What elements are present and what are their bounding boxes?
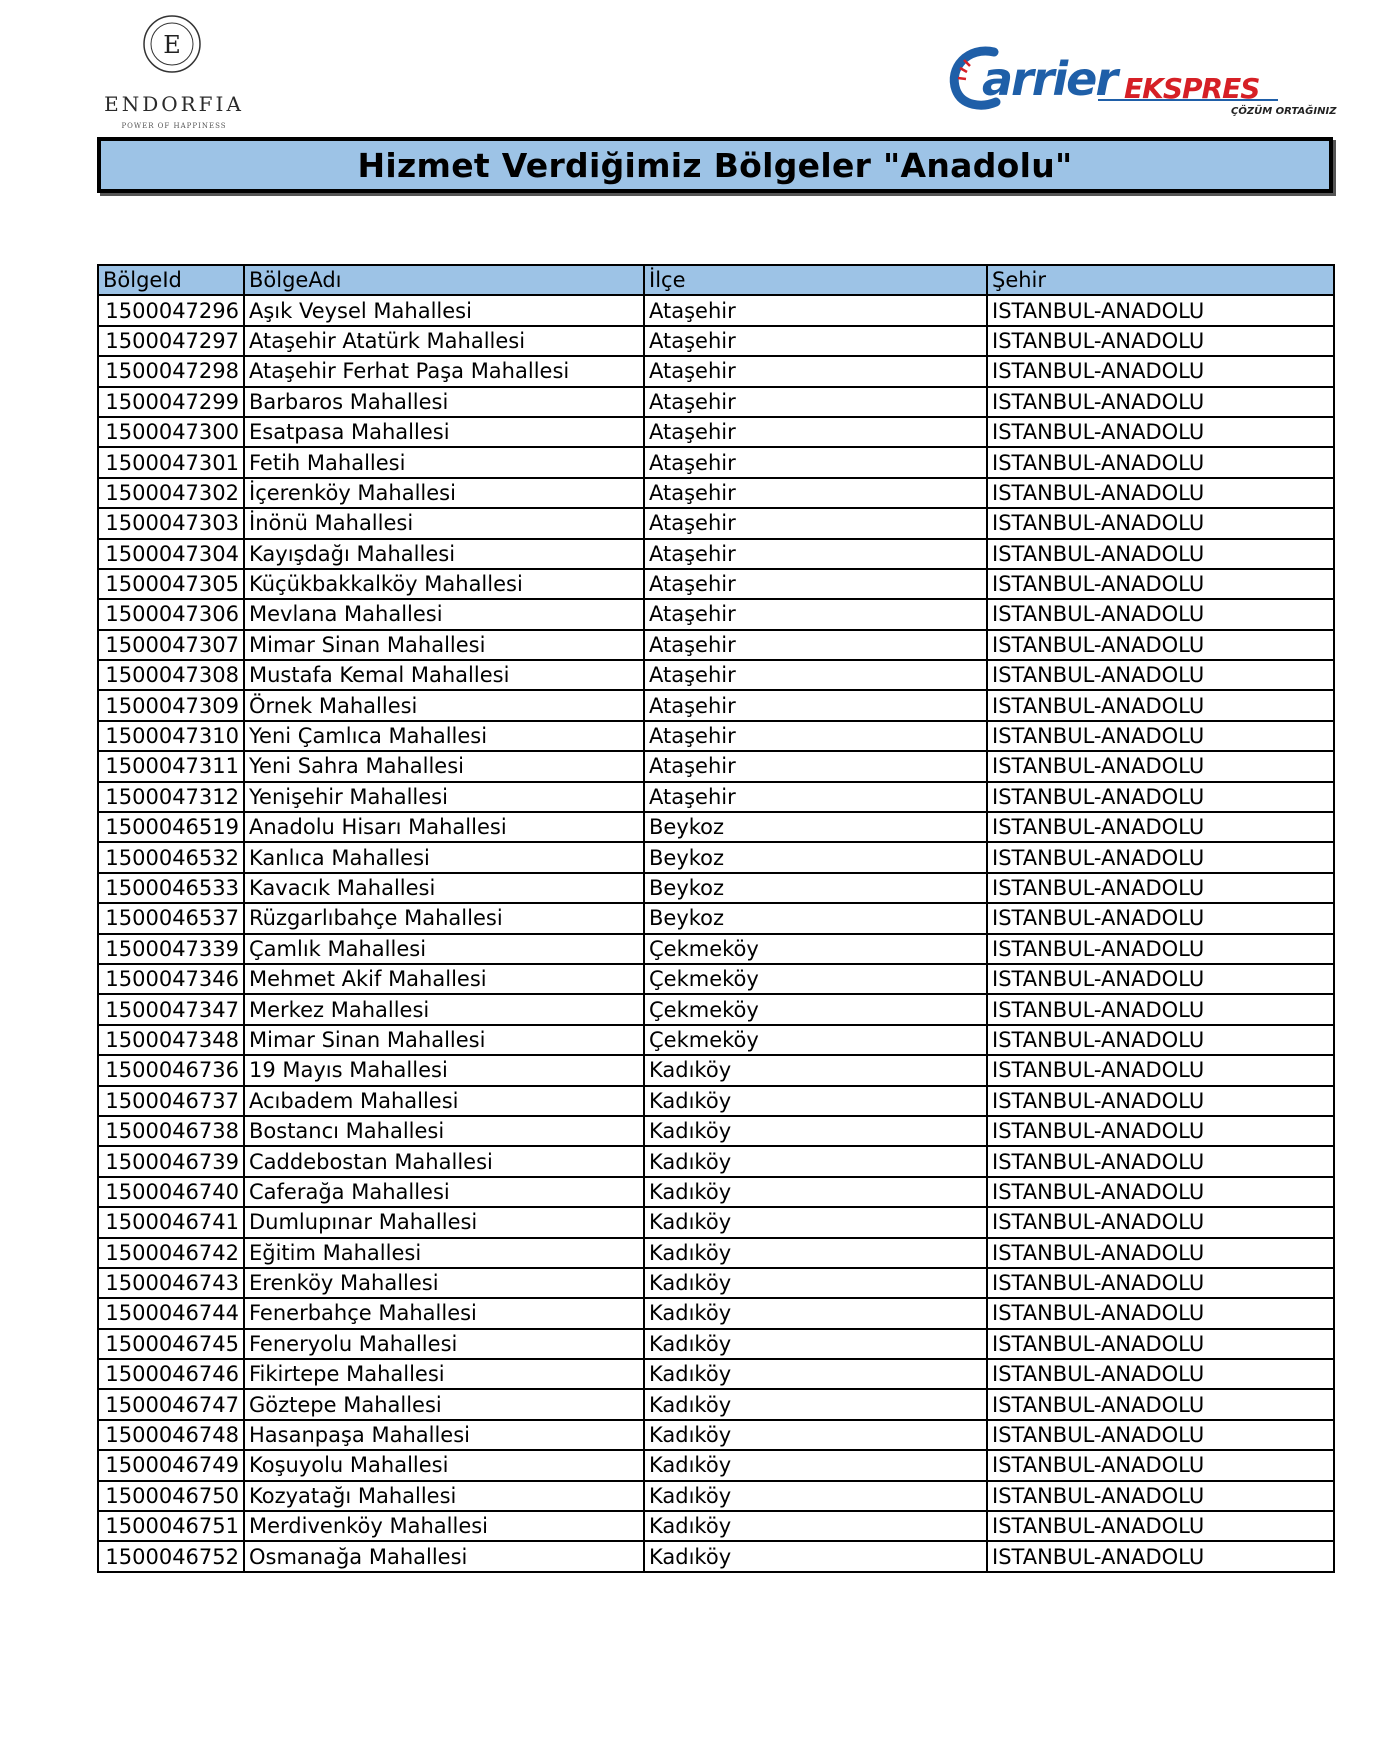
cell-bolgeid: 1500047312 xyxy=(98,782,244,812)
cell-bolgeid: 1500047346 xyxy=(98,964,244,994)
cell-ilce: Çekmeköy xyxy=(644,964,987,994)
column-header-sehir: Şehir xyxy=(987,265,1334,295)
cell-bolgeid: 1500047309 xyxy=(98,690,244,720)
table-row xyxy=(98,326,1334,356)
cell-bolgeid: 1500047302 xyxy=(98,478,244,508)
cell-bolgeid: 1500047310 xyxy=(98,721,244,751)
cell-bolgeadi: Yeni Çamlıca Mahallesi xyxy=(244,721,644,751)
table-row xyxy=(98,1481,1334,1511)
cell-bolgeid: 1500046750 xyxy=(98,1481,244,1511)
cell-bolgeid: 1500047304 xyxy=(98,539,244,569)
table-row xyxy=(98,660,1334,690)
cell-bolgeadi: Koşuyolu Mahallesi xyxy=(244,1450,644,1480)
cell-ilce: Ataşehir xyxy=(644,660,987,690)
cell-bolgeadi: Kavacık Mahallesi xyxy=(244,873,644,903)
cell-bolgeid: 1500046751 xyxy=(98,1511,244,1541)
cell-sehir: ISTANBUL-ANADOLU xyxy=(987,295,1334,325)
cell-sehir: ISTANBUL-ANADOLU xyxy=(987,1268,1334,1298)
cell-bolgeadi: Hasanpaşa Mahallesi xyxy=(244,1420,644,1450)
cell-bolgeadi: Ataşehir Ferhat Paşa Mahallesi xyxy=(244,356,644,386)
cell-bolgeadi: Aşık Veysel Mahallesi xyxy=(244,295,644,325)
cell-ilce: Kadıköy xyxy=(644,1541,987,1571)
cell-ilce: Ataşehir xyxy=(644,721,987,751)
endorfia-seal-icon xyxy=(142,14,202,74)
cell-ilce: Ataşehir xyxy=(644,447,987,477)
cell-bolgeid: 1500046533 xyxy=(98,873,244,903)
cell-sehir: ISTANBUL-ANADOLU xyxy=(987,1511,1334,1541)
table-row xyxy=(98,630,1334,660)
table-row xyxy=(98,1511,1334,1541)
cell-bolgeid: 1500047308 xyxy=(98,660,244,690)
cell-bolgeadi: Rüzgarlıbahçe Mahallesi xyxy=(244,903,644,933)
table-row xyxy=(98,964,1334,994)
cell-sehir: ISTANBUL-ANADOLU xyxy=(987,873,1334,903)
cell-bolgeadi: Küçükbakkalköy Mahallesi xyxy=(244,569,644,599)
cell-ilce: Ataşehir xyxy=(644,751,987,781)
cell-bolgeadi: Fikirtepe Mahallesi xyxy=(244,1359,644,1389)
cell-bolgeadi: Merkez Mahallesi xyxy=(244,994,644,1024)
table-row xyxy=(98,994,1334,1024)
cell-sehir: ISTANBUL-ANADOLU xyxy=(987,1329,1334,1359)
cell-ilce: Çekmeköy xyxy=(644,994,987,1024)
cell-sehir: ISTANBUL-ANADOLU xyxy=(987,1025,1334,1055)
cell-ilce: Kadıköy xyxy=(644,1329,987,1359)
column-header-ilce: İlçe xyxy=(644,265,987,295)
cell-ilce: Kadıköy xyxy=(644,1177,987,1207)
cell-bolgeadi: Acıbadem Mahallesi xyxy=(244,1086,644,1116)
cell-ilce: Kadıköy xyxy=(644,1146,987,1176)
page-title: Hizmet Verdiğimiz Bölgeler "Anadolu" xyxy=(357,145,1073,185)
cell-bolgeid: 1500047299 xyxy=(98,387,244,417)
cell-ilce: Ataşehir xyxy=(644,539,987,569)
cell-bolgeid: 1500047339 xyxy=(98,934,244,964)
cell-bolgeadi: Eğitim Mahallesi xyxy=(244,1238,644,1268)
cell-bolgeadi: Mimar Sinan Mahallesi xyxy=(244,630,644,660)
cell-bolgeid: 1500046749 xyxy=(98,1450,244,1480)
regions-table xyxy=(97,264,1335,1573)
cell-ilce: Kadıköy xyxy=(644,1481,987,1511)
cell-sehir: ISTANBUL-ANADOLU xyxy=(987,630,1334,660)
cell-bolgeid: 1500046737 xyxy=(98,1086,244,1116)
cell-bolgeid: 1500047348 xyxy=(98,1025,244,1055)
table-row xyxy=(98,1268,1334,1298)
cell-bolgeadi: Esatpasa Mahallesi xyxy=(244,417,644,447)
cell-sehir: ISTANBUL-ANADOLU xyxy=(987,326,1334,356)
cell-ilce: Çekmeköy xyxy=(644,934,987,964)
cell-bolgeadi: İçerenköy Mahallesi xyxy=(244,478,644,508)
cell-sehir: ISTANBUL-ANADOLU xyxy=(987,964,1334,994)
cell-ilce: Kadıköy xyxy=(644,1238,987,1268)
table-row xyxy=(98,903,1334,933)
cell-bolgeadi: Kayışdağı Mahallesi xyxy=(244,539,644,569)
endorfia-logo xyxy=(96,12,256,130)
cell-sehir: ISTANBUL-ANADOLU xyxy=(987,751,1334,781)
cell-bolgeid: 1500046739 xyxy=(98,1146,244,1176)
cell-bolgeid: 1500047306 xyxy=(98,599,244,629)
cell-bolgeadi: Fetih Mahallesi xyxy=(244,447,644,477)
cell-bolgeid: 1500047297 xyxy=(98,326,244,356)
cell-sehir: ISTANBUL-ANADOLU xyxy=(987,356,1334,386)
cell-bolgeadi: Fenerbahçe Mahallesi xyxy=(244,1298,644,1328)
cell-bolgeadi: Örnek Mahallesi xyxy=(244,690,644,720)
cell-bolgeid: 1500047307 xyxy=(98,630,244,660)
cell-ilce: Ataşehir xyxy=(644,782,987,812)
table-row xyxy=(98,387,1334,417)
cell-bolgeadi: Anadolu Hisarı Mahallesi xyxy=(244,812,644,842)
table-row xyxy=(98,447,1334,477)
table-row xyxy=(98,1389,1334,1419)
cell-sehir: ISTANBUL-ANADOLU xyxy=(987,478,1334,508)
carrier-tagline: ÇÖZÜM ORTAĞINIZ xyxy=(1231,106,1337,117)
cell-ilce: Beykoz xyxy=(644,903,987,933)
cell-ilce: Kadıköy xyxy=(644,1450,987,1480)
cell-sehir: ISTANBUL-ANADOLU xyxy=(987,782,1334,812)
cell-ilce: Ataşehir xyxy=(644,417,987,447)
cell-ilce: Ataşehir xyxy=(644,630,987,660)
cell-sehir: ISTANBUL-ANADOLU xyxy=(987,903,1334,933)
cell-bolgeid: 1500046519 xyxy=(98,812,244,842)
cell-bolgeid: 1500046736 xyxy=(98,1055,244,1085)
cell-bolgeadi: Ataşehir Atatürk Mahallesi xyxy=(244,326,644,356)
table-body xyxy=(98,295,1334,1571)
cell-bolgeadi: Çamlık Mahallesi xyxy=(244,934,644,964)
cell-bolgeadi: Erenköy Mahallesi xyxy=(244,1268,644,1298)
cell-sehir: ISTANBUL-ANADOLU xyxy=(987,1481,1334,1511)
cell-bolgeid: 1500047300 xyxy=(98,417,244,447)
cell-bolgeadi: Mustafa Kemal Mahallesi xyxy=(244,660,644,690)
cell-bolgeid: 1500046752 xyxy=(98,1541,244,1571)
cell-bolgeid: 1500046746 xyxy=(98,1359,244,1389)
table-row xyxy=(98,478,1334,508)
cell-bolgeid: 1500047311 xyxy=(98,751,244,781)
table-row xyxy=(98,1541,1334,1571)
cell-bolgeid: 1500047303 xyxy=(98,508,244,538)
cell-bolgeadi: Feneryolu Mahallesi xyxy=(244,1329,644,1359)
cell-sehir: ISTANBUL-ANADOLU xyxy=(987,569,1334,599)
table-row xyxy=(98,569,1334,599)
cell-sehir: ISTANBUL-ANADOLU xyxy=(987,1238,1334,1268)
table-row xyxy=(98,721,1334,751)
cell-sehir: ISTANBUL-ANADOLU xyxy=(987,417,1334,447)
cell-bolgeadi: Kozyatağı Mahallesi xyxy=(244,1481,644,1511)
cell-ilce: Ataşehir xyxy=(644,295,987,325)
table-row xyxy=(98,539,1334,569)
cell-ilce: Kadıköy xyxy=(644,1389,987,1419)
cell-sehir: ISTANBUL-ANADOLU xyxy=(987,387,1334,417)
cell-ilce: Kadıköy xyxy=(644,1298,987,1328)
table-row xyxy=(98,1055,1334,1085)
cell-bolgeid: 1500046741 xyxy=(98,1207,244,1237)
title-banner xyxy=(97,137,1333,193)
cell-ilce: Ataşehir xyxy=(644,599,987,629)
cell-ilce: Beykoz xyxy=(644,842,987,872)
column-header-bolgeid: BölgeId xyxy=(98,265,244,295)
cell-ilce: Kadıköy xyxy=(644,1055,987,1085)
table-row xyxy=(98,417,1334,447)
cell-sehir: ISTANBUL-ANADOLU xyxy=(987,812,1334,842)
cell-sehir: ISTANBUL-ANADOLU xyxy=(987,934,1334,964)
cell-bolgeadi: 19 Mayıs Mahallesi xyxy=(244,1055,644,1085)
cell-bolgeadi: Barbaros Mahallesi xyxy=(244,387,644,417)
cell-sehir: ISTANBUL-ANADOLU xyxy=(987,1420,1334,1450)
table-row xyxy=(98,599,1334,629)
table-row xyxy=(98,782,1334,812)
table-row xyxy=(98,1116,1334,1146)
cell-ilce: Beykoz xyxy=(644,812,987,842)
cell-sehir: ISTANBUL-ANADOLU xyxy=(987,1298,1334,1328)
cell-sehir: ISTANBUL-ANADOLU xyxy=(987,1541,1334,1571)
cell-ilce: Ataşehir xyxy=(644,356,987,386)
cell-bolgeadi: Mevlana Mahallesi xyxy=(244,599,644,629)
cell-sehir: ISTANBUL-ANADOLU xyxy=(987,539,1334,569)
cell-bolgeadi: Osmanağa Mahallesi xyxy=(244,1541,644,1571)
table-row xyxy=(98,1298,1334,1328)
ekspres-wordmark: EKSPRES xyxy=(1124,72,1260,105)
table-row xyxy=(98,1420,1334,1450)
cell-ilce: Kadıköy xyxy=(644,1116,987,1146)
table-row xyxy=(98,1025,1334,1055)
table-row xyxy=(98,1146,1334,1176)
table-row xyxy=(98,1086,1334,1116)
cell-bolgeid: 1500046744 xyxy=(98,1298,244,1328)
cell-sehir: ISTANBUL-ANADOLU xyxy=(987,1146,1334,1176)
cell-sehir: ISTANBUL-ANADOLU xyxy=(987,842,1334,872)
column-header-bolgeadi: BölgeAdı xyxy=(244,265,644,295)
table-row xyxy=(98,690,1334,720)
cell-ilce: Kadıköy xyxy=(644,1420,987,1450)
cell-ilce: Ataşehir xyxy=(644,326,987,356)
table-row xyxy=(98,934,1334,964)
cell-sehir: ISTANBUL-ANADOLU xyxy=(987,1207,1334,1237)
cell-ilce: Çekmeköy xyxy=(644,1025,987,1055)
cell-bolgeadi: İnönü Mahallesi xyxy=(244,508,644,538)
cell-bolgeadi: Yeni Sahra Mahallesi xyxy=(244,751,644,781)
cell-bolgeadi: Mehmet Akif Mahallesi xyxy=(244,964,644,994)
cell-sehir: ISTANBUL-ANADOLU xyxy=(987,721,1334,751)
table-row xyxy=(98,1238,1334,1268)
cell-sehir: ISTANBUL-ANADOLU xyxy=(987,1389,1334,1419)
cell-sehir: ISTANBUL-ANADOLU xyxy=(987,1177,1334,1207)
cell-bolgeadi: Mimar Sinan Mahallesi xyxy=(244,1025,644,1055)
cell-sehir: ISTANBUL-ANADOLU xyxy=(987,1116,1334,1146)
cell-sehir: ISTANBUL-ANADOLU xyxy=(987,599,1334,629)
table-row xyxy=(98,1450,1334,1480)
cell-bolgeadi: Bostancı Mahallesi xyxy=(244,1116,644,1146)
table-row xyxy=(98,812,1334,842)
cell-bolgeid: 1500047305 xyxy=(98,569,244,599)
cell-bolgeid: 1500046532 xyxy=(98,842,244,872)
carrier-wordmark: arrier xyxy=(982,52,1117,106)
cell-ilce: Kadıköy xyxy=(644,1511,987,1541)
cell-ilce: Beykoz xyxy=(644,873,987,903)
cell-ilce: Kadıköy xyxy=(644,1086,987,1116)
cell-sehir: ISTANBUL-ANADOLU xyxy=(987,1450,1334,1480)
seal-monogram: E xyxy=(163,31,181,59)
cell-bolgeid: 1500046747 xyxy=(98,1389,244,1419)
cell-bolgeid: 1500046742 xyxy=(98,1238,244,1268)
endorfia-wordmark: ENDORFIA xyxy=(104,92,244,116)
cell-sehir: ISTANBUL-ANADOLU xyxy=(987,994,1334,1024)
cell-bolgeid: 1500047347 xyxy=(98,994,244,1024)
cell-ilce: Kadıköy xyxy=(644,1359,987,1389)
cell-bolgeid: 1500047301 xyxy=(98,447,244,477)
cell-sehir: ISTANBUL-ANADOLU xyxy=(987,660,1334,690)
cell-bolgeid: 1500046748 xyxy=(98,1420,244,1450)
endorfia-tagline: POWER OF HAPPINESS xyxy=(121,122,227,130)
table-header-row xyxy=(98,265,1334,295)
cell-bolgeid: 1500046743 xyxy=(98,1268,244,1298)
table-row xyxy=(98,1329,1334,1359)
cell-bolgeadi: Caddebostan Mahallesi xyxy=(244,1146,644,1176)
cell-sehir: ISTANBUL-ANADOLU xyxy=(987,508,1334,538)
cell-sehir: ISTANBUL-ANADOLU xyxy=(987,447,1334,477)
table-row xyxy=(98,1207,1334,1237)
cell-ilce: Kadıköy xyxy=(644,1207,987,1237)
cell-bolgeadi: Yenişehir Mahallesi xyxy=(244,782,644,812)
cell-bolgeid: 1500047298 xyxy=(98,356,244,386)
table-row xyxy=(98,508,1334,538)
cell-ilce: Ataşehir xyxy=(644,478,987,508)
table-row xyxy=(98,751,1334,781)
cell-sehir: ISTANBUL-ANADOLU xyxy=(987,1055,1334,1085)
table-row xyxy=(98,356,1334,386)
table-row xyxy=(98,295,1334,325)
cell-sehir: ISTANBUL-ANADOLU xyxy=(987,1359,1334,1389)
table-row xyxy=(98,1359,1334,1389)
carrier-ekspres-logo xyxy=(948,38,1338,118)
cell-bolgeadi: Göztepe Mahallesi xyxy=(244,1389,644,1419)
table-row xyxy=(98,1177,1334,1207)
cell-sehir: ISTANBUL-ANADOLU xyxy=(987,690,1334,720)
cell-ilce: Ataşehir xyxy=(644,569,987,599)
cell-bolgeid: 1500046740 xyxy=(98,1177,244,1207)
cell-ilce: Ataşehir xyxy=(644,387,987,417)
cell-bolgeadi: Merdivenköy Mahallesi xyxy=(244,1511,644,1541)
cell-ilce: Kadıköy xyxy=(644,1268,987,1298)
cell-ilce: Ataşehir xyxy=(644,690,987,720)
cell-sehir: ISTANBUL-ANADOLU xyxy=(987,1086,1334,1116)
cell-bolgeid: 1500046738 xyxy=(98,1116,244,1146)
cell-bolgeid: 1500046537 xyxy=(98,903,244,933)
cell-bolgeadi: Caferağa Mahallesi xyxy=(244,1177,644,1207)
table-row xyxy=(98,873,1334,903)
cell-bolgeid: 1500047296 xyxy=(98,295,244,325)
cell-bolgeadi: Kanlıca Mahallesi xyxy=(244,842,644,872)
cell-bolgeadi: Dumlupınar Mahallesi xyxy=(244,1207,644,1237)
cell-bolgeid: 1500046745 xyxy=(98,1329,244,1359)
cell-ilce: Ataşehir xyxy=(644,508,987,538)
table-row xyxy=(98,842,1334,872)
